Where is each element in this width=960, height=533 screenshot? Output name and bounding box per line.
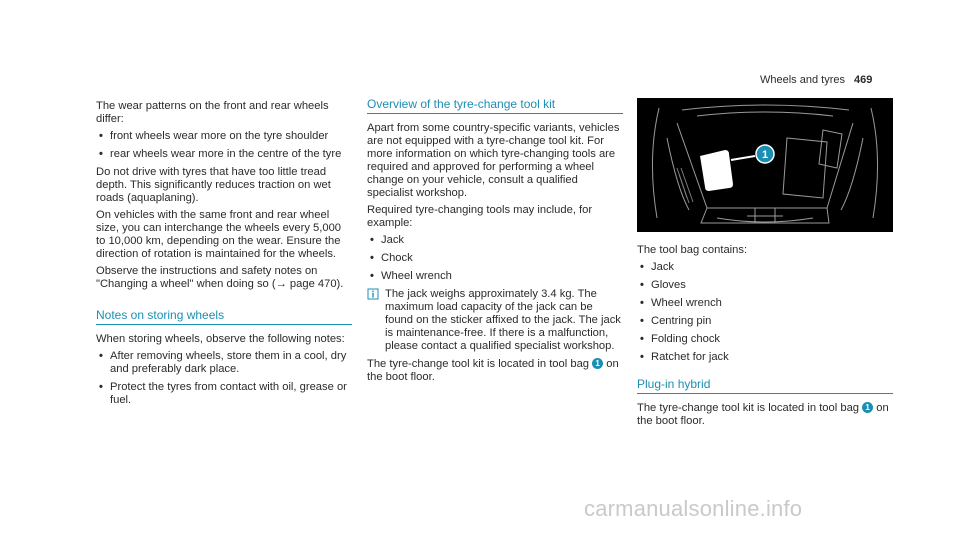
toolkit-location: The tyre-change tool kit is located in tool bag 1 on the boot floor. (367, 358, 619, 383)
bullet-dot: • (640, 261, 644, 273)
bullet-dot: • (640, 351, 644, 363)
column-2 (367, 98, 623, 388)
bullet-dot: • (99, 381, 103, 393)
list-item: • Wheel wrench (370, 270, 452, 282)
list-item: • Centring pin (640, 315, 712, 327)
interchange-paragraph: On vehicles with the same front and rear wheel size, you can interchange the wheels every 5,000 to 10,000 km, depending on the wear. Ensure the direction of rotation is maintained for the wheels. (96, 209, 342, 260)
bullet-dot: • (640, 279, 644, 291)
list-item: • Gloves (640, 279, 686, 291)
tread-paragraph: Do not drive with tyres that have too little tread depth. This significantly reduces traction on wet roads (aquaplaning). (96, 166, 331, 204)
bullet-dot: • (370, 270, 374, 282)
storing-intro: When storing wheels, observe the following notes: (96, 333, 345, 345)
hybrid-location: The tyre-change tool kit is located in tool bag 1 on the boot floor. (637, 402, 889, 427)
bullet-dot: • (99, 148, 103, 160)
bag-contents-intro: The tool bag contains: (637, 244, 748, 256)
section-heading-toolkit: Overview of the tyre-change tool kit (367, 98, 623, 114)
section-heading-hybrid: Plug-in hybrid (637, 378, 893, 394)
jack-note (367, 288, 623, 353)
list-item: • Jack (640, 261, 675, 273)
list-item: • rear wheels wear more in the centre of the tyre (99, 148, 342, 160)
column-3 (637, 98, 893, 432)
bullet-dot: • (99, 130, 103, 142)
watermark: carmanualsonline.info (584, 496, 803, 521)
tool-bag-shape (700, 150, 733, 191)
bullet-dot: • (640, 297, 644, 309)
toolkit-paragraph: Apart from some country-specific variants, vehicles are not equipped with a tyre-change tool kit. For more information on which tyre-changing tools are required and approved for performing a wheel change on your vehicle, consult a qualified specialist workshop. (367, 122, 620, 199)
list-item: • front wheels wear more on the tyre shoulder (99, 130, 329, 142)
figure-callout-label: 1 (761, 149, 769, 161)
bullet-dot: • (99, 350, 103, 362)
bullet-dot: • (370, 234, 374, 246)
required-tools-paragraph: Required tyre-changing tools may include, for example: (367, 204, 593, 229)
boot-line-drawing (637, 98, 893, 232)
list-item: • Folding chock (640, 333, 721, 345)
wear-list (96, 130, 352, 161)
bullet-dot: • (370, 252, 374, 264)
list-item: • After removing wheels, store them in a cool, dry and preferably dark place. (99, 350, 347, 375)
list-item: • Ratchet for jack (640, 351, 729, 363)
boot-illustration (637, 98, 893, 232)
wear-intro: The wear patterns on the front and rear wheels differ: (96, 100, 329, 125)
storing-list (96, 350, 352, 407)
list-item: • Protect the tyres from contact with oil, grease or fuel. (99, 381, 347, 406)
list-item: • Jack (370, 234, 405, 246)
list-item: • Chock (370, 252, 413, 264)
tool-bag-badge: 1 (592, 358, 603, 369)
list-item: • Wheel wrench (640, 297, 722, 309)
bag-contents-list (637, 261, 893, 364)
tools-list (367, 234, 623, 283)
info-note-icon (367, 288, 379, 300)
bullet-dot: • (640, 315, 644, 327)
safety-paragraph: Observe the instructions and safety notes on "Changing a wheel" when doing so (→ page 470). (96, 265, 344, 290)
tool-bag-badge: 1 (862, 402, 873, 413)
section-title: Wheels and tyres (760, 74, 845, 86)
column-1 (96, 100, 352, 412)
page-header (760, 74, 950, 87)
note-text: The jack weighs approximately 3.4 kg. The maximum load capacity of the jack can be found on the sticker affixed to the jack. The jack is maintenance-free. If there is a malfunction, please contact a qualified specialist workshop. (385, 288, 621, 352)
bullet-dot: • (640, 333, 644, 345)
section-heading-storing: Notes on storing wheels (96, 309, 352, 325)
page-number: 469 (854, 74, 873, 86)
